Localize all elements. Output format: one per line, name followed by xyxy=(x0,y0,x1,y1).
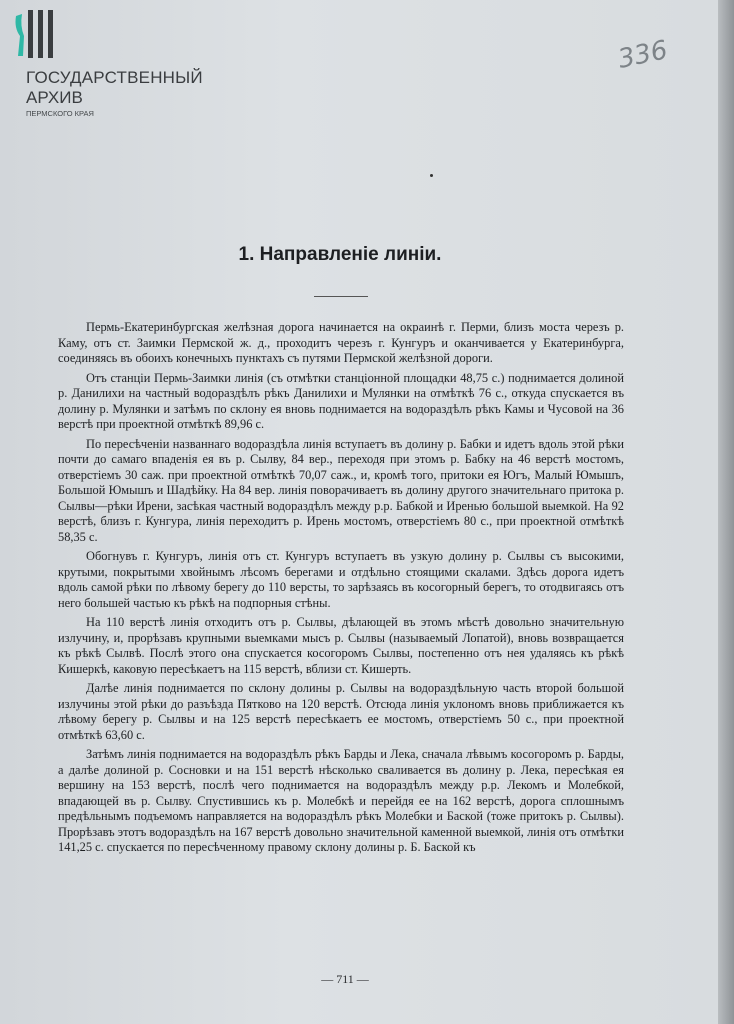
paragraph: Отъ станцiи Пермь-Заимки линiя (съ отмѣтки станцiонной площадки 48,75 с.) поднимается долиной р. Данилихи на частный водораздѣлъ рѣкъ Данилихи и Мулянки на отмѣткѣ 76 с., откуда спускается въ долину р. Мулянки и затѣмъ по склону ея вновь поднимается на водораздѣлъ рѣкъ Камы и Чусовой на 36 верстѣ при проектной отмѣткѣ 89,96 с. xyxy=(58,370,624,431)
ink-dot xyxy=(430,174,433,177)
paragraph: Пермь-Екатеринбургская желѣзная дорога начинается на окраинѣ г. Перми, близъ моста черезъ р. Каму, отъ ст. Заимки Пермской ж. д., проходитъ черезъ г. Кунгуръ и оканчивается у Екатеринбурга, соединяясь въ обоихъ конечныхъ пунктахъ съ путями Пермской желѣзной дороги. xyxy=(58,320,624,365)
paragraph: По пересѣченiи названнаго водораздѣла линiя вступаетъ въ долину р. Бабки и идетъ вдоль этой рѣки почти до самаго впаденiя ея въ р. Сылву, 84 вер., переходя при этомъ р. Бабку на 46 верстѣ мостомъ, отверстiемъ 30 саж. при проектной отмѣткѣ 70,07 саж., и, кромѣ того, притоки ея Югъ, Малый Юмышъ, Большой Юмышъ и Шадѣйку. На 84 вер. линiя поворачиваетъ въ долину другого значительнаго притока р. Сылвы—рѣки Ирени, засѣкая частный водораздѣлъ между р.р. Бабкой и Иренью большой выемкой. На 92 верстѣ, близъ г. Кунгура, линiя переходитъ р. Ирень мостомъ, отверстiемъ 80 с., при проектной отмѣткѣ 58,35 с. xyxy=(58,436,624,544)
paragraph: Далѣе линiя поднимается по склону долины р. Сылвы на водораздѣльную часть второй большой излучины этой рѣки до разъѣзда Пятково на 120 верстѣ. Отсюда линiя уклономъ вновь приближается къ лѣвому берегу р. Сылвы и на 125 верстѣ пересѣкаетъ ее мостомъ, отверстiемъ 50 с., при проектной отмѣткѣ 63,60 с. xyxy=(58,681,624,742)
section-heading: 1. Направленiе линiи. xyxy=(238,244,442,265)
logo-region: ПЕРМСКОГО КРАЯ xyxy=(26,109,94,118)
paragraph: Затѣмъ линiя поднимается на водораздѣлъ рѣкъ Барды и Лека, сначала лѣвымъ косогоромъ р. Барды, а далѣе долиной р. Сосновки и на 151 верстѣ нѣсколько сваливается въ долину р. Лека, пересѣкая ея вершину на 153 верстѣ, послѣ чего поднимается на водораздѣлъ между р.р. Лекомъ и Молебкой, впадающей въ р. Сылву. Спустившись къ р. Молебкѣ и перейдя ее на 162 верстѣ, дорога сплошнымъ предѣльнымъ подъемомъ направляется на водораздѣлъ рѣкъ Молебки и Баской (тоже притокъ р. Сылвы). Прорѣзавъ этотъ водораздѣлъ на 167 верстѣ довольно значительной каменной выемкой, линiя отъ отмѣтки 141,25 с. спускается по пересѣченному правому склону долины р. Б. Баской къ xyxy=(58,747,624,854)
page-edge xyxy=(718,0,734,1024)
logo-title: ГОСУДАРСТВЕННЫЙ xyxy=(26,68,203,87)
handwritten-folio-number: 336 xyxy=(615,35,671,75)
archive-emblem-icon xyxy=(10,6,66,62)
paragraph: Обогнувъ г. Кунгуръ, линiя отъ ст. Кунгуръ вступаетъ въ узкую долину р. Сылвы съ высокими, крутыми, покрытыми хвойнымъ лѣсомъ берегами и отдѣльно стоящими скалами. Здѣсь дорога идетъ вдоль самой рѣки по лѣвому берегу до 110 версты, то зарѣзаясь въ косогорный берегъ, то отодвигаясь отъ него большей частью къ рѣкѣ на подпорныя стѣны. xyxy=(58,549,624,610)
heading-divider xyxy=(314,296,368,297)
paragraph: На 110 верстѣ линiя отходитъ отъ р. Сылвы, дѣлающей въ этомъ мѣстѣ довольно значительную излучину, и, прорѣзавъ крупными выемками мысъ р. Сылвы (называемый Лопатой), вновь возвращается къ рѣкѣ Сылвѣ. Послѣ этого она спускается косогоромъ Сылвы, постепенно отъ нея удаляясь къ рѣкѣ Кишеркѣ, каковую пересѣкаетъ на 115 верстѣ, вблизи ст. Кишерть. xyxy=(58,615,624,676)
logo-subtitle: АРХИВ xyxy=(26,88,83,107)
page-number: — 711 — xyxy=(321,972,369,986)
body-text xyxy=(58,320,624,860)
